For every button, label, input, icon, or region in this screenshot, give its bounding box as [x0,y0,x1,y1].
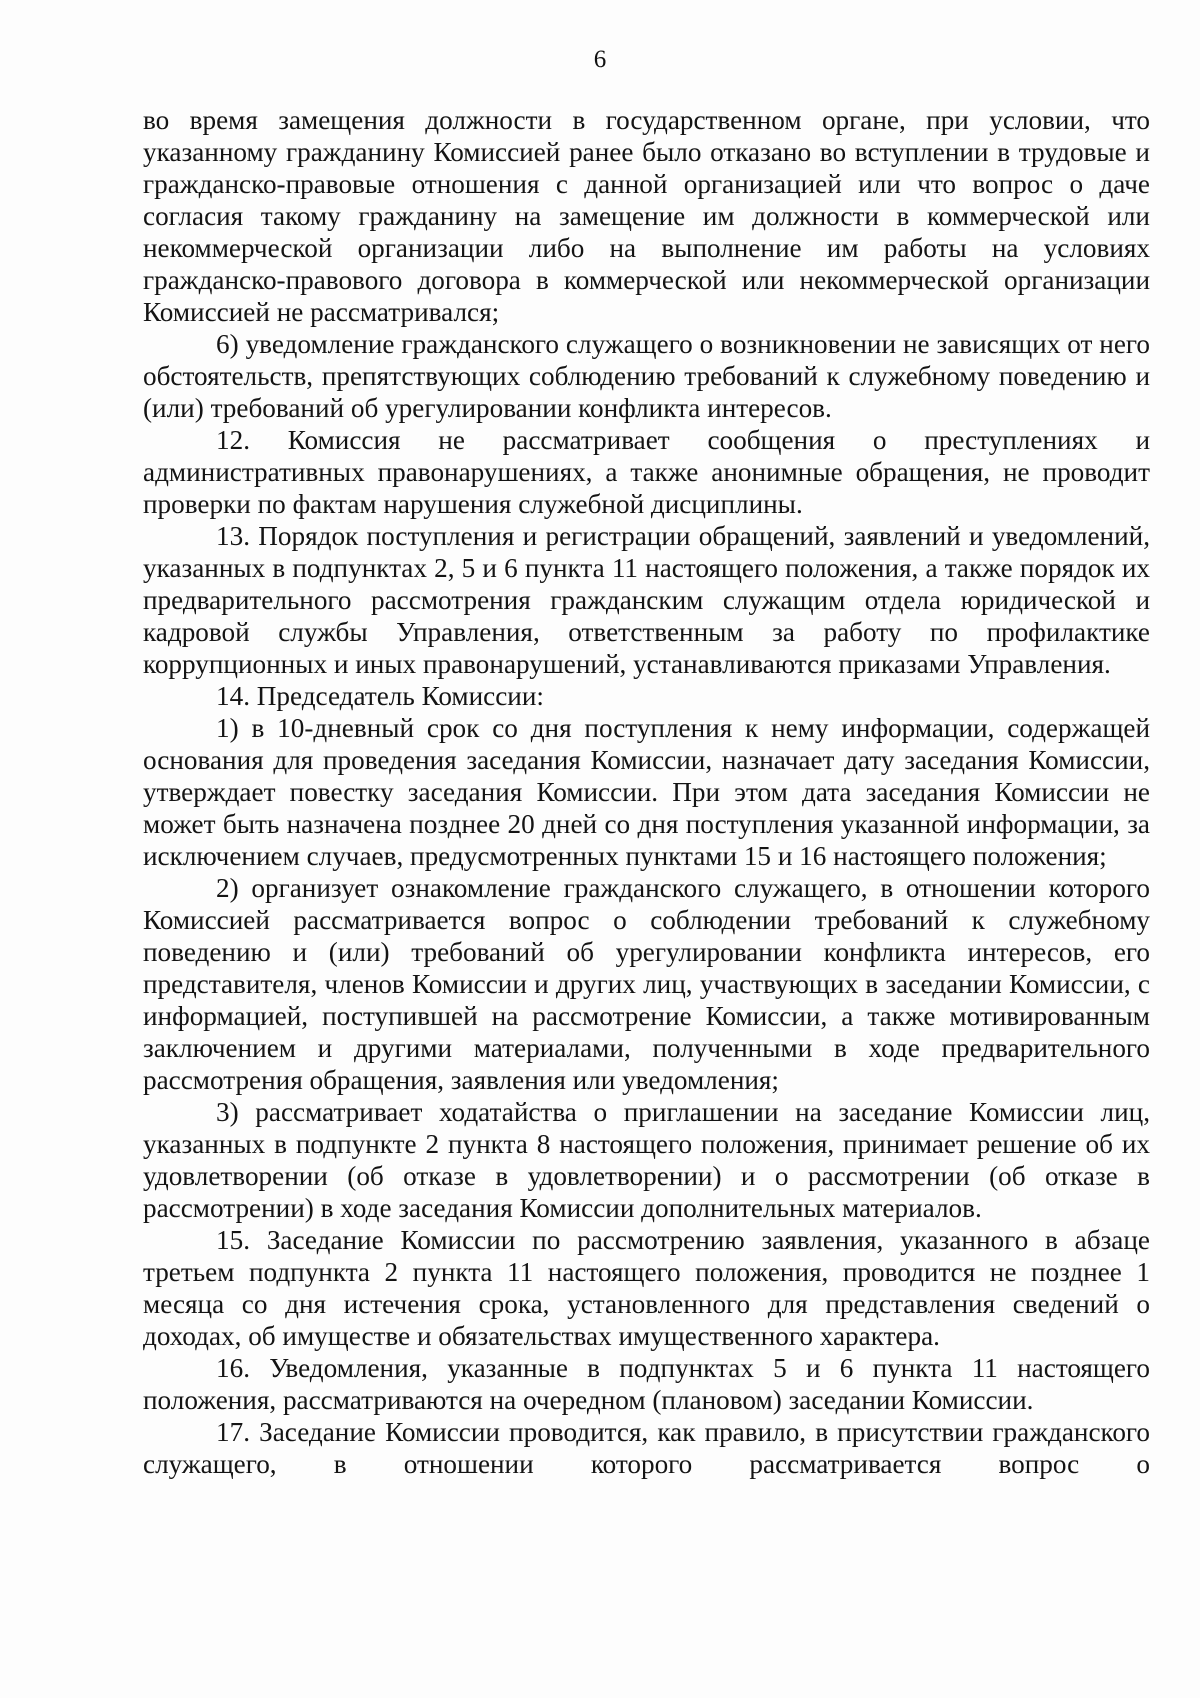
paragraph-item-16: 16. Уведомления, указанные в подпунктах 5 и 6 пункта 11 настоящего положения, рассматриваются на очередном (плановом) заседании Комиссии. [143,1353,1150,1415]
paragraph-item-14: 14. Председатель Комиссии: [216,681,544,711]
page-number: 6 [593,46,607,73]
paragraph-continuation: во время замещения должности в государственном органе, при условии, что указанному гражданину Комиссией ранее было отказано во вступлении в трудовые и гражданско-правовые отношения с данной организацией или что вопрос о даче согласия такому гражданину на замещение им должности в коммерческой или некоммерческой организации либо на выполнение им работы на условиях гражданско-правового договора в коммерческой или некоммерческой организации Комиссией не рассматривался; [143,105,1150,327]
paragraph-item-15: 15. Заседание Комиссии по рассмотрению заявления, указанного в абзаце третьем подпункта 2 пункта 11 настоящего положения, проводится не позднее 1 месяца со дня истечения срока, установленного для представления сведений о доходах, об имуществе и обязательствах имущественного характера. [143,1225,1150,1351]
paragraph-item-13: 13. Порядок поступления и регистрации обращений, заявлений и уведомлений, указанных в подпунктах 2, 5 и 6 пункта 11 настоящего положения, а также порядок их предварительного рассмотрения гражданским служащим отдела юридической и кадровой службы Управления, ответственным за работу по профилактике коррупционных и иных правонарушений, устанавливаются приказами Управления. [143,521,1150,679]
paragraph-item-12: 12. Комиссия не рассматривает сообщения о преступлениях и административных правонарушениях, а также анонимные обращения, не проводит проверки по фактам нарушения служебной дисциплины. [143,425,1150,519]
paragraph-subitem-6: 6) уведомление гражданского служащего о возникновении не зависящих от него обстоятельств, препятствующих соблюдению требований к служебному поведению и (или) требований об урегулировании конфликта интересов. [143,329,1150,423]
paragraph-item-14-subitem-2: 2) организует ознакомление гражданского служащего, в отношении которого Комиссией рассматривается вопрос о соблюдении требований к служебному поведению и (или) требований об урегулировании конфликта интересов, его представителя, членов Комиссии и других лиц, участвующих в заседании Комиссии, с информацией, поступившей на рассмотрение Комиссии, а также мотивированным заключением и другими материалами, полученными в ходе предварительного рассмотрения обращения, заявления или уведомления; [143,873,1150,1095]
paragraph-item-17: 17. Заседание Комиссии проводится, как правило, в присутствии гражданского служащего, в отношении которого рассматривается вопрос о [143,1417,1150,1479]
paragraph-item-14-subitem-3: 3) рассматривает ходатайства о приглашении на заседание Комиссии лиц, указанных в подпункте 2 пункта 8 настоящего положения, принимает решение об их удовлетворении (об отказе в удовлетворении) и о рассмотрении (об отказе в рассмотрении) в ходе заседания Комиссии дополнительных материалов. [143,1097,1150,1223]
paragraph-item-14-subitem-1: 1) в 10-дневный срок со дня поступления к нему информации, содержащей основания для проведения заседания Комиссии, назначает дату заседания Комиссии, утверждает повестку заседания Комиссии. При этом дата заседания Комиссии не может быть назначена позднее 20 дней со дня поступления указанной информации, за исключением случаев, предусмотренных пунктами 15 и 16 настоящего положения; [143,713,1150,871]
document-body [143,104,1150,1480]
